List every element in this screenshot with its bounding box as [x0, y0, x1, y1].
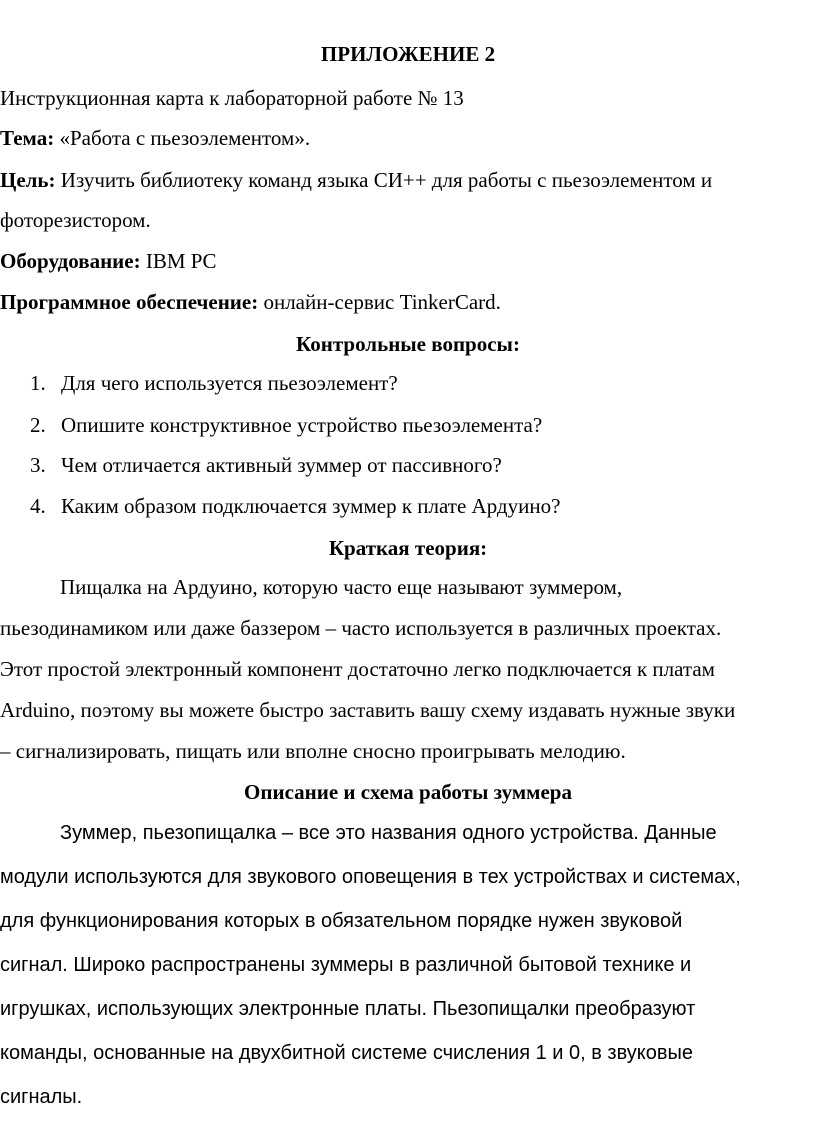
theory-heading: Краткая теория:: [328, 536, 488, 560]
theory-line: Arduino, поэтому вы можете быстро заставить вашу схему издавать нужные звуки: [0, 698, 736, 722]
equipment-value: IBM PC: [140, 249, 217, 273]
question-number: 3.: [30, 453, 46, 477]
theory-line: Пищалка на Ардуино, которую часто еще называют зуммером,: [60, 575, 623, 599]
theory-line: пьезодинамиком или даже баззером – часто используется в различных проектах.: [0, 616, 722, 640]
description-heading: Описание и схема работы зуммера: [244, 780, 572, 804]
software-label: Программное обеспечение:: [0, 290, 259, 314]
goal-line-2: фоторезистором.: [0, 208, 151, 232]
question-number: 1.: [30, 371, 46, 395]
description-line: игрушках, использующих электронные платы. Пьезопищалки преобразуют: [0, 998, 696, 1020]
software-line: [0, 292, 501, 313]
description-line: команды, основанные на двухбитной системе счисления 1 и 0, в звуковые: [0, 1042, 693, 1064]
question-number: 4.: [30, 494, 46, 518]
equipment-line: [0, 251, 216, 272]
question-number: 2.: [30, 413, 46, 437]
question-text: Каким образом подключается зуммер к плате Ардуино?: [61, 494, 561, 518]
topic-label: Тема:: [0, 126, 55, 150]
theory-line: – сигнализировать, пищать или вполне сносно проигрывать мелодию.: [0, 739, 626, 763]
question-text: Чем отличается активный зуммер от пассивного?: [61, 453, 502, 477]
description-line: для функционирования которых в обязательном порядке нужен звуковой: [0, 910, 683, 932]
topic-line: [0, 128, 310, 149]
question-text: Опишите конструктивное устройство пьезоэлемента?: [61, 413, 543, 437]
goal-line: [0, 170, 712, 191]
software-value: онлайн-сервис TinkerCard.: [258, 290, 501, 314]
lab-card-subtitle: Инструкционная карта к лабораторной работе № 13: [0, 86, 464, 110]
questions-heading: Контрольные вопросы:: [296, 332, 520, 356]
description-line: модули используются для звукового оповещения в тех устройствах и системах,: [0, 866, 741, 888]
description-line: сигналы.: [0, 1086, 83, 1108]
description-line: сигнал. Широко распространены зуммеры в различной бытовой технике и: [0, 954, 692, 976]
topic-value: «Работа с пьезоэлементом».: [54, 126, 311, 150]
question-text: Для чего используется пьезоэлемент?: [61, 371, 398, 395]
equipment-label: Оборудование:: [0, 249, 141, 273]
theory-line: Этот простой электронный компонент достаточно легко подключается к платам: [0, 657, 715, 681]
description-line: Зуммер, пьезопищалка – все это названия одного устройства. Данные: [60, 822, 717, 844]
goal-label: Цель:: [0, 168, 56, 192]
goal-text: Изучить библиотеку команд языка СИ++ для работы с пьезоэлементом и: [55, 168, 713, 192]
page-title: ПРИЛОЖЕНИЕ 2: [320, 42, 496, 66]
